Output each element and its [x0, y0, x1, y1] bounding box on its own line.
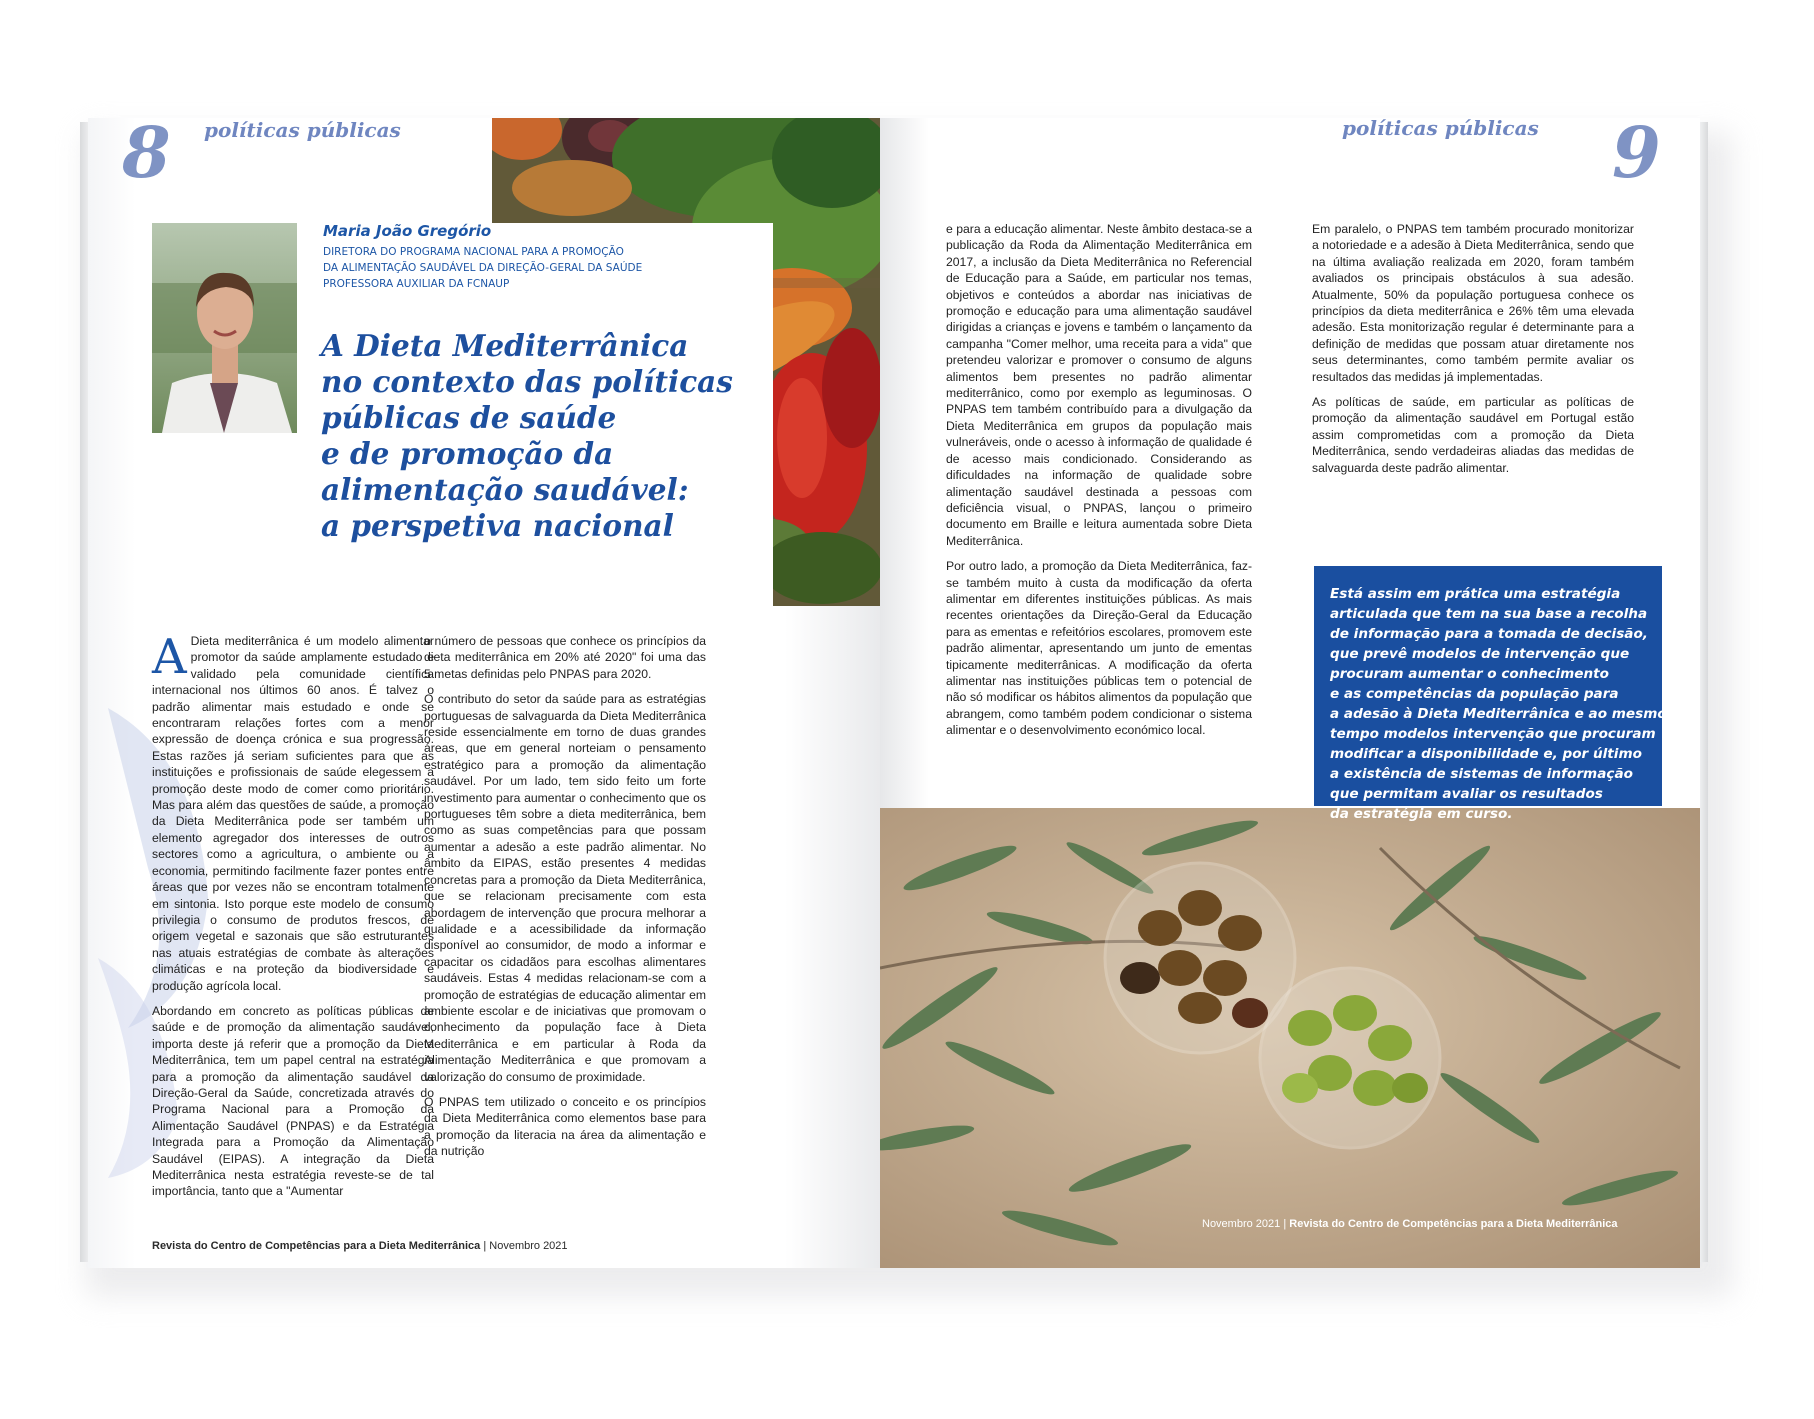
- quote-line: e as competências da população para: [1330, 686, 1619, 702]
- author-photo: [152, 223, 297, 433]
- paragraph: Dieta mediterrânica é um modelo alimentar promotor da saúde amplamente estudado e validado pela comunidade científica internacional nos últimos 60 anos. É talvez o padrão alimentar mais estudado e onde se encontraram relações fortes com a menor expressão de doença crónica e sua progressão. Estas razões já seriam suficientes para que as instituições e profissionais de saúde elegessem a promoção deste modo de comer como prioritário. Mas para além das questões de saúde, a promoção da Dieta Mediterrânica pode ser também um elemento agregador dos interesses de outros sectores como a agricultura, o ambiente ou a economia, permitindo facilmente fazer pontes entre áreas que por vezes não se encontram totalmente em sintonia. Isto porque este modelo de consumo privilegia o consumo de produtos frescos, de origem vegetal e sazonais que são estruturantes nas atuais estratégias de combate às alterações climáticas e na proteção da biodiversidade e produção agrícola local.: [152, 634, 434, 993]
- quote-line: que prevê modelos de intervenção que: [1330, 646, 1630, 662]
- page-number: 8: [122, 118, 171, 194]
- right-footer: [1202, 1218, 1618, 1230]
- paragraph: o número de pessoas que conhece os princípios da dieta mediterrânica em 20% até 2020" foi uma das 5 metas definidas pelo PNPAS para 2020.: [424, 634, 706, 681]
- paragraph: As políticas de saúde, em particular as políticas de promoção da alimentação saudável em Portugal estão assim comprometidas com a promoção da Dieta Mediterrânica, sendo verdadeiras aliadas das medidas de salvaguarda deste padrão alimentar.: [1312, 395, 1634, 475]
- author-role-line-1: DIRETORA DO PROGRAMA NACIONAL PARA A PROMOÇÃO: [323, 246, 624, 258]
- left-column-1: [152, 629, 434, 1209]
- quote-line: tempo modelos intervenção que procuram: [1330, 726, 1656, 742]
- author-role-line-2: DA ALIMENTAÇÃO SAUDÁVEL DA DIREÇÃO-GERAL DA SAÚDE: [323, 262, 643, 274]
- footer-separator: |: [480, 1240, 490, 1252]
- quote-line: que permitam avaliar os resultados: [1330, 786, 1603, 802]
- author-block: [323, 222, 753, 292]
- article-title: [321, 328, 761, 544]
- quote-line: modificar a disponibilidade e, por último: [1330, 746, 1642, 762]
- paragraph: Por outro lado, a promoção da Dieta Mediterrânica, faz-se também muito à custa da modificação da oferta alimentar em diferentes instituições públicas. As mais recentes orientações da Direção-Geral da Educação para as ementas e refeitórios escolares, promovem este padrão alimentar, apresentando um junto de ementas tipicamente mediterrânicas. A modificação da oferta alimentar nas instituições públicas tem o potencial de não só modificar os hábitos alimentos da população que abrangem, como também podem condicionar o sistema alimentar e o desenvolvimento económico local.: [946, 559, 1252, 738]
- right-page: [880, 118, 1700, 1268]
- title-line-2: no contexto das políticas: [321, 364, 733, 399]
- drop-cap: A: [152, 629, 187, 685]
- footer-magazine-name: Revista do Centro de Competências para a Dieta Mediterrânica: [152, 1240, 481, 1252]
- author-name: Maria João Gregório: [323, 222, 492, 240]
- title-line-6: a perspetiva nacional: [321, 508, 674, 543]
- olives-photo: [880, 808, 1700, 1268]
- right-column-1: [946, 221, 1252, 748]
- footer-date: Novembro 2021: [1202, 1218, 1281, 1230]
- author-role-line-3: PROFESSORA AUXILIAR DA FCNAUP: [323, 278, 510, 290]
- title-line-3: públicas de saúde: [321, 400, 617, 435]
- paragraph: O contributo do setor da saúde para as estratégias portuguesas de salvaguarda da Dieta Mediterrânica reside essencialmente em torno de duas grandes áreas, que em general norteiam o pensamento estratégico para a promoção da alimentação saudável. Por um lado, tem sido feito um forte investimento para aumentar o conhecimento que os portugueses têm sobre a dieta mediterrânica, bem como as suas competências para que possam aumentar a adesão a este padrão alimentar. No âmbito da EIPAS, estão presentes 4 medidas concretas para a promoção da Dieta Mediterrânica, que se relacionam precisamente com esta abordagem de intervenção que procura melhorar a qualidade e a acessibilidade da informação disponível ao consumidor, de modo a informar e capacitar os cidadãos para escolhas alimentares saudáveis. Estas 4 medidas relacionam-se com a promoção de estratégias de educação alimentar em ambiente escolar e de iniciativas que promovam o conhecimento da população face à Dieta Mediterrânica e em particular à Roda da Alimentação Mediterrânica e que promovam a valorização do consumo de proximidade.: [424, 692, 706, 1084]
- title-line-4: e de promoção da: [321, 436, 614, 471]
- title-line-1: A Dieta Mediterrânica: [321, 328, 689, 363]
- quote-line: da estratégia em curso.: [1330, 806, 1513, 822]
- section-label: políticas públicas: [1342, 118, 1539, 140]
- footer-separator: |: [1280, 1218, 1290, 1230]
- right-column-2: [1312, 221, 1634, 485]
- paragraph: O PNPAS tem utilizado o conceito e os princípios da Dieta Mediterrânica como elementos base para a promoção da literacia na área da alimentação e da nutrição: [424, 1094, 706, 1159]
- quote-line: Está assim em prática uma estratégia: [1330, 586, 1621, 602]
- footer-date: Novembro 2021: [489, 1240, 568, 1252]
- left-page: [88, 118, 880, 1268]
- page-number: 9: [1612, 118, 1661, 194]
- pull-quote-text: [1330, 584, 1667, 824]
- paragraph: Abordando em concreto as políticas públicas de saúde e de promoção da alimentação saudável, importa deste já referir que a promoção da Dieta Mediterrânica, tem um papel central na estratégia para a promoção da alimentação saudável da Direção-Geral da Saúde, concretizada através do Programa Nacional para a Promoção da Alimentação Saudável (PNPAS) e da Estratégia Integrada para a Promoção da Alimentação Saudável (EIPAS). A integração da Dieta Mediterrânica nesta estratégia reveste-se de tal importância, tanto que a "Aumentar: [152, 1003, 434, 1199]
- pull-quote: [1314, 566, 1667, 822]
- quote-line: a existência de sistemas de informação: [1330, 766, 1633, 782]
- paragraph: e para a educação alimentar. Neste âmbito destaca-se a publicação da Roda da Alimentação Mediterrânica em 2017, a inclusão da Dieta Mediterrânica no Referencial de Educação para a Saúde, em particular nos temas, objetivos e conteúdos a abordar nas iniciativas de promoção e educação para uma alimentação saudável dirigidas a crianças e jovens e também o lançamento da campanha "Comer melhor, uma receita para a vida" que pretendeu valorizar e promover o consumo de alguns alimentos bem presentes no padrão alimentar mediterrânico, como por exemplo as leguminosas. O PNPAS tem também contribuído para a divulgação da Dieta Mediterrânica em grupos da população mais vulneráveis, onde o acesso à informação de qualidade é de acesso mais condicionado. Considerando as dificuldades na informação de qualidade sobre alimentação saudável destinada a pessoas com deficiência visual, o PNPAS, lançou o primeiro documento em Braille e leitura aumentada sobre Dieta Mediterrânica.: [946, 222, 1252, 548]
- section-label: políticas públicas: [204, 118, 401, 142]
- title-line-5: alimentação saudável:: [321, 472, 689, 507]
- paragraph: Em paralelo, o PNPAS tem também procurado monitorizar a notoriedade e a adesão à Dieta Mediterrânica, sendo que na última avaliação realizada em 2020, foram também avaliados os principais obstáculos à sua adesão. Atualmente, 50% da população portuguesa conhece os princípios da dieta mediterrânica e 26% têm uma elevada adesão. Esta monitorização regular é determinante para a definição de medidas que possam atuar diretamente nos seus determinantes, como também permite avaliar os resultados das medidas já implementadas.: [1312, 222, 1634, 384]
- quote-line: a adesão à Dieta Mediterrânica e ao mesmo: [1330, 706, 1667, 722]
- quote-line: de informação para a tomada de decisão,: [1330, 626, 1648, 642]
- left-footer: [152, 1240, 568, 1252]
- footer-magazine-name: Revista do Centro de Competências para a Dieta Mediterrânica: [1289, 1218, 1618, 1230]
- quote-line: articulada que tem na sua base a recolha: [1330, 606, 1648, 622]
- left-column-2: [424, 633, 706, 1169]
- quote-line: procuram aumentar o conhecimento: [1330, 666, 1609, 682]
